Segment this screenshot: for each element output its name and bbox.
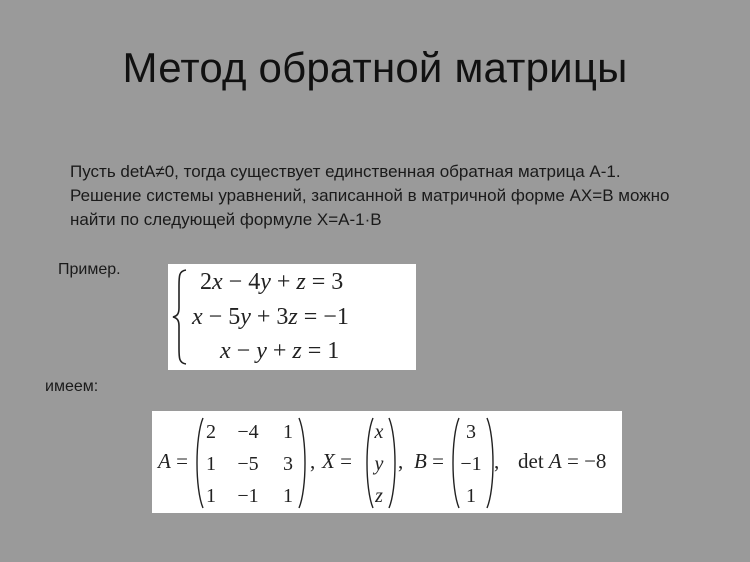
matrix-x-cell: y <box>374 453 384 475</box>
equation-1: 2x − 4y + z = 3 <box>200 269 344 295</box>
matrix-x-cell: z <box>375 485 383 507</box>
matrix-x-label: X = <box>322 449 352 473</box>
matrix-a-cell: 1 <box>206 453 216 475</box>
example-label: Пример. <box>58 261 121 278</box>
matrix-b-cell: 3 <box>466 421 476 443</box>
comma-2: , <box>398 449 404 473</box>
matrix-a-cell: −4 <box>237 421 259 443</box>
equation-3: x − y + z = 1 <box>220 338 340 364</box>
matrix-a-label: A = <box>158 449 188 473</box>
definition-paragraph: Пусть detA≠0, тогда существует единственная обратная матрица А-1. Решение системы уравнений, записанной в матричной форме АХ=В можно найти по следующей формуле Х=А-1·В <box>70 162 670 229</box>
matrix-a-cell: −1 <box>237 485 259 507</box>
matrix-b-label: B = <box>414 449 444 473</box>
matrix-x-right-paren-icon <box>388 417 398 509</box>
have-label: имеем: <box>45 378 99 395</box>
equation-system-image <box>168 264 416 370</box>
matrix-b-cell: −1 <box>460 453 482 475</box>
matrix-x-cell: x <box>374 421 384 443</box>
matrix-a-cell: 1 <box>283 421 293 443</box>
matrices-image <box>152 411 622 513</box>
comma-1: , <box>310 449 316 473</box>
matrix-a-right-paren-icon <box>298 417 308 509</box>
matrix-a-cell: 2 <box>206 421 216 443</box>
equation-2: x − 5y + 3z = −1 <box>192 304 349 330</box>
matrix-a-cell: 1 <box>206 485 216 507</box>
determinant-expression: det A = −8 <box>518 449 607 473</box>
matrix-b-cell: 1 <box>466 485 476 507</box>
matrix-a-cell: −5 <box>237 453 259 475</box>
left-brace-icon <box>170 268 190 366</box>
comma-3: , <box>494 449 500 473</box>
matrix-a-cell: 1 <box>283 485 293 507</box>
slide-title: Метод обратной матрицы <box>122 44 628 91</box>
matrix-a-cell: 3 <box>283 453 293 475</box>
